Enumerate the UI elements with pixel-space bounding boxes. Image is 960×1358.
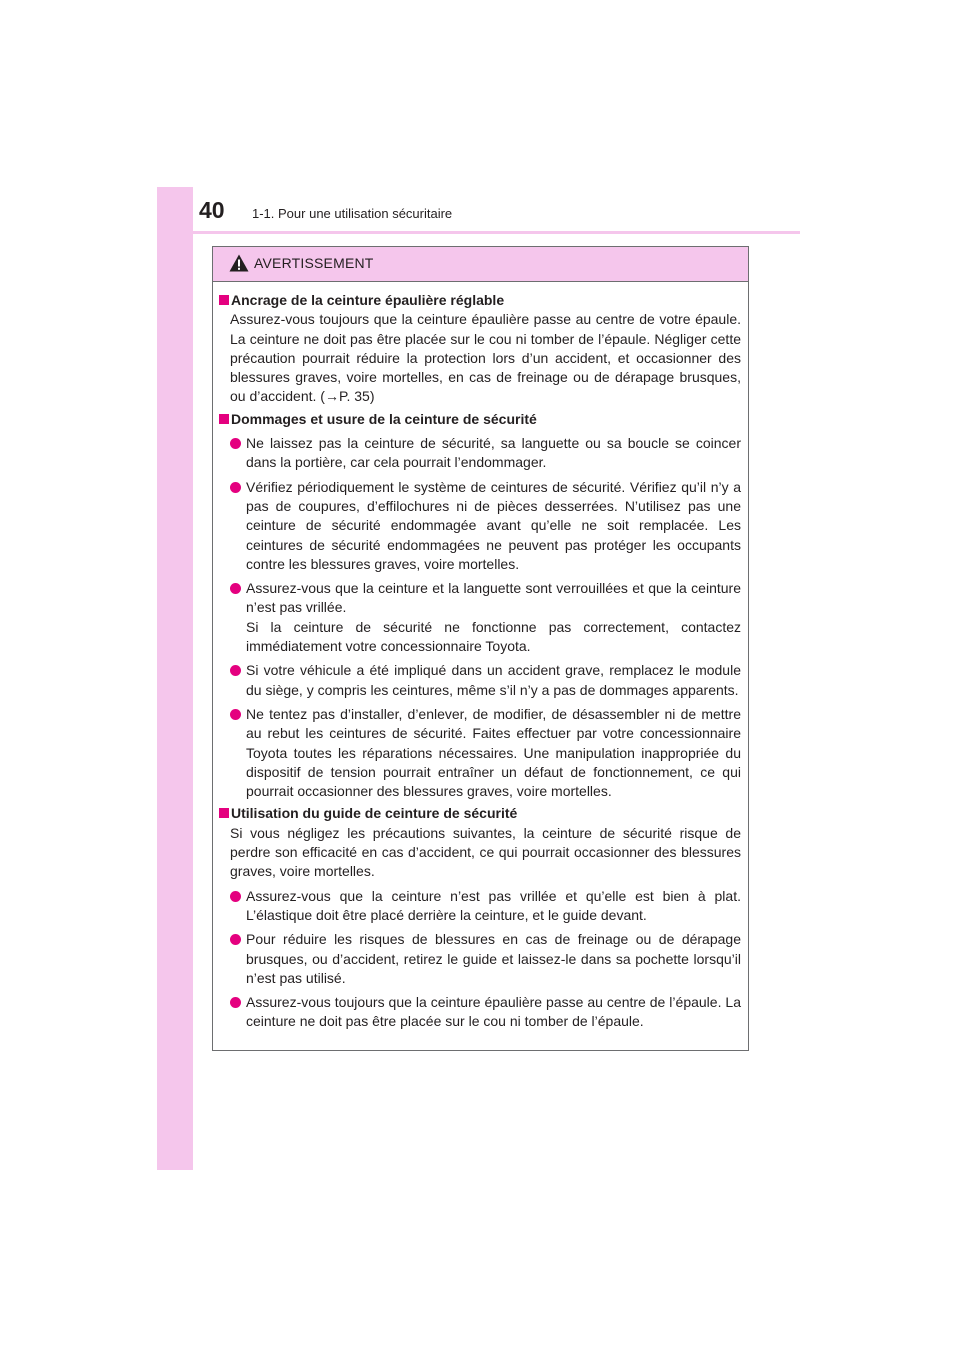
round-bullet-icon (230, 709, 241, 720)
page-number: 40 (199, 197, 225, 223)
list-item (219, 661, 741, 700)
side-band (157, 187, 193, 1170)
square-bullet-icon (219, 414, 229, 424)
list-item-text: Si votre véhicule a été impliqué dans un accident grave, remplacez le module du siège, y compris les ceintures, même s’il n’y a pas de dommages apparents. (246, 662, 741, 698)
section-belt-anchor (219, 291, 741, 407)
list-item-text: Vérifiez périodiquement le système de ceintures de sécurité. Vérifiez qu’il n’y a pas de coupures, d’effilochures ni de pièces desserrées. N’utilisez pas une ceinture de sécurité endommagée avant qu’elle ne soit remplacée. Les ceintures de sécurité endommagées ne peuvent pas protéger les occupants contre les blessures graves, voire mortelles. (246, 478, 741, 572)
section-heading (219, 291, 741, 310)
list-item-text: Ne laissez pas la ceinture de sécurité, sa languette ou sa boucle se coincer dans la portière, car cela pourrait l’endommager. (246, 435, 741, 471)
list-item-text: Ne tentez pas d’installer, d’enlever, de modifier, de désassembler ni de mettre au rebut les ceintures de sécurité. Faites effectuer par votre concessionnaire Toyota toutes les réparations nécessaires. Une manipulation inappropriée du dispositif de tension pourrait entraîner un défaut de fonctionnement, ce qui pourrait occasionner des blessures graves, voire mortelles. (246, 705, 741, 800)
warning-content (213, 282, 748, 1032)
section-heading-text: Ancrage de la ceinture épaulière réglable (231, 292, 505, 308)
round-bullet-icon (230, 665, 241, 676)
section-belt-guide (219, 804, 741, 1031)
round-bullet-icon (230, 583, 241, 594)
warning-title: AVERTISSEMENT (254, 255, 374, 271)
list-item-text: Pour réduire les risques de blessures en cas de freinage ou de dérapage brusques, ou d’accident, retirez le guide et laissez-le dans sa pochette lorsqu’il n’est pas utilisé. (246, 931, 741, 986)
warning-triangle-icon (229, 254, 249, 272)
list-item-text: Assurez-vous que la ceinture n’est pas vrillée et qu’elle est bien à plat. L’élastique doit être placé derrière la ceinture, et le guide devant. (246, 887, 741, 923)
header-rule (157, 231, 800, 234)
section-body: Assurez-vous toujours que la ceinture épaulière passe au centre de votre épaule. La ceinture ne doit pas être placée sur le cou ni tomber de l’épaule. Négliger cette précaution pourrait réduire la protection lors d’un accident, et occasionner des blessures graves, voire mortelles, en cas de freinage ou de dérapage brusques, ou d’accident. (→P. 35) (230, 311, 741, 405)
list-item (219, 887, 741, 926)
section-heading-text: Dommages et usure de la ceinture de sécurité (231, 410, 537, 427)
round-bullet-icon (230, 482, 241, 493)
square-bullet-icon (219, 808, 229, 818)
square-bullet-icon (219, 295, 229, 305)
list-item-followup: Si la ceinture de sécurité ne fonctionne pas correctement, contactez immédiatement votre concessionnaire Toyota. (246, 618, 741, 655)
section-heading-text: Utilisation du guide de ceinture de sécurité (231, 805, 518, 822)
round-bullet-icon (230, 997, 241, 1008)
section-heading (219, 410, 741, 429)
round-bullet-icon (230, 891, 241, 902)
section-body: Si vous négligez les précautions suivantes, la ceinture de sécurité risque de perdre son efficacité en cas d’accident, ce qui pourrait occasionner des blessures graves, voire mortelles. (230, 824, 741, 880)
section-belt-damage (219, 410, 741, 802)
round-bullet-icon (230, 438, 241, 449)
list-item (219, 993, 741, 1032)
list-item (219, 434, 741, 473)
section-heading (219, 804, 741, 823)
chapter-title: 1-1. Pour une utilisation sécuritaire (252, 206, 453, 221)
list-item-text: Assurez-vous toujours que la ceinture épaulière passe au centre de l’épaule. La ceinture ne doit pas être placée sur le cou ni tomber de l’épaule. (246, 994, 741, 1030)
list-item (219, 579, 741, 656)
list-item-text-group (246, 579, 741, 656)
list-item-text: Assurez-vous que la ceinture et la languette sont verrouillées et que la ceinture n’est pas vrillée. (246, 580, 741, 616)
warning-header (213, 247, 748, 282)
warning-box (212, 246, 749, 1051)
list-item (219, 930, 741, 988)
round-bullet-icon (230, 934, 241, 945)
list-item (219, 478, 741, 574)
list-item (219, 705, 741, 801)
